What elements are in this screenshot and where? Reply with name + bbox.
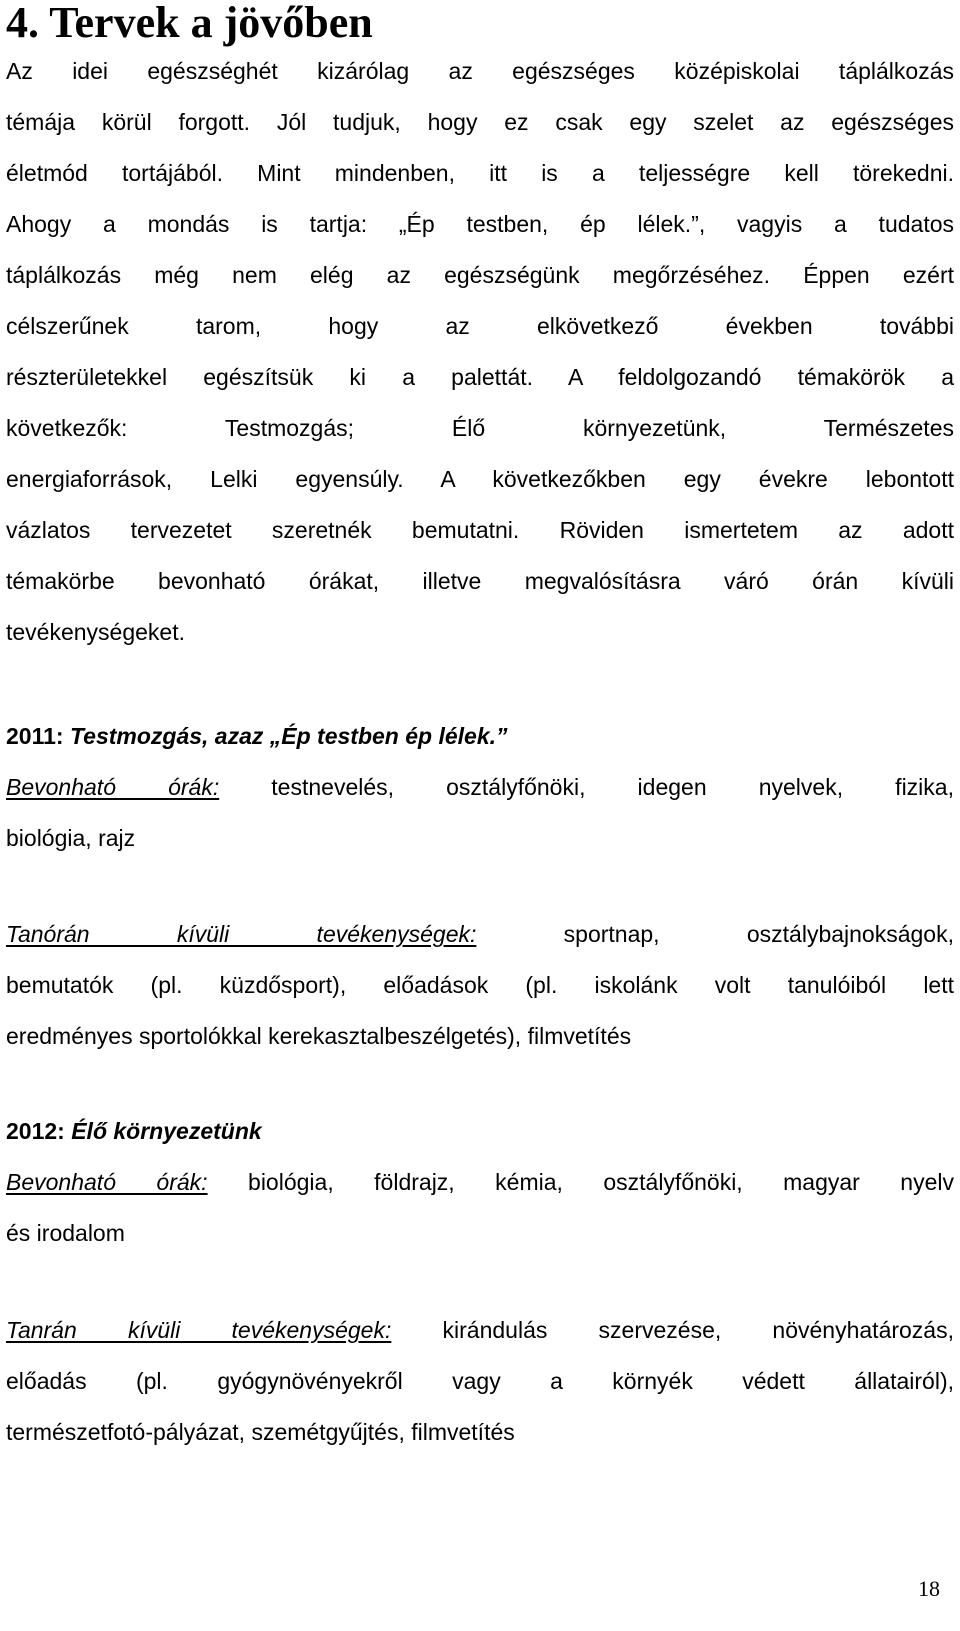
hours-line: és irodalom xyxy=(6,1220,125,1246)
activities-line xyxy=(6,909,954,960)
section-2012-title-text: Élő környezetünk xyxy=(71,1118,262,1144)
intro-line: témája körül forgott. Jól tudjuk, hogy ez csak egy szelet az egészséges xyxy=(6,109,954,135)
activities-line: természetfotó-pályázat, szemétgyűjtés, filmvetítés xyxy=(6,1419,515,1445)
intro-line: célszerűnek tarom, hogy az elkövetkező években további xyxy=(6,313,954,339)
activities-line: bemutatók (pl. küzdősport), előadások (pl. iskolánk volt tanulóiból lett xyxy=(6,972,954,998)
intro-line: tevékenységeket. xyxy=(6,619,186,645)
hours-line xyxy=(6,1157,954,1208)
hours-line: biológia, rajz xyxy=(6,825,136,851)
hours-list: biológia, földrajz, kémia, osztályfőnöki, magyar nyelv xyxy=(207,1169,954,1195)
activities-label: Tanórán kívüli tevékenységek: xyxy=(6,921,477,947)
intro-line: következők: Testmozgás; Élő környezetünk, Természetes xyxy=(6,415,954,441)
intro-line: táplálkozás még nem elég az egészségünk megőrzéséhez. Éppen ezért xyxy=(6,262,954,288)
intro-line: életmód tortájából. Mint mindenben, itt is a teljességre kell törekedni. xyxy=(6,160,954,186)
section-2011-year: 2011: xyxy=(6,723,64,749)
activities-line: eredményes sportolókkal kerekasztalbeszélgetés), filmvetítés xyxy=(6,1023,632,1049)
activities-label: Tanrán kívüli tevékenységek: xyxy=(6,1317,392,1343)
intro-line: vázlatos tervezetet szeretnék bemutatni. Röviden ismertetem az adott xyxy=(6,517,954,543)
intro-paragraph xyxy=(6,46,954,658)
hours-label: Bevonható órák: xyxy=(6,774,220,800)
section-2012-year: 2012: xyxy=(6,1118,65,1144)
activities-line xyxy=(6,1305,954,1356)
intro-line: Ahogy a mondás is tartja: „Ép testben, ép lélek.”, vagyis a tudatos xyxy=(6,211,954,237)
activities-list: kirándulás szervezése, növényhatározás, xyxy=(391,1317,954,1343)
section-2011-activities xyxy=(6,909,954,1062)
activities-list: sportnap, osztálybajnokságok, xyxy=(476,921,954,947)
section-2011-title-text: Testmozgás, azaz „Ép testben ép lélek.” xyxy=(69,723,508,749)
intro-line: Az idei egészséghét kizárólag az egészséges középiskolai táplálkozás xyxy=(6,58,954,84)
section-2011-hours xyxy=(6,762,954,864)
section-heading: 4. Tervek a jövőben xyxy=(6,0,373,47)
intro-line: részterületekkel egészítsük ki a palettát. A feldolgozandó témakörök a xyxy=(6,364,954,390)
activities-line: előadás (pl. gyógynövényekről vagy a környék védett állatairól), xyxy=(6,1368,954,1394)
section-2011-title xyxy=(6,711,508,762)
hours-list: testnevelés, osztályfőnöki, idegen nyelvek, fizika, xyxy=(219,774,954,800)
hours-line xyxy=(6,762,954,813)
hours-label: Bevonható órák: xyxy=(6,1169,208,1195)
section-2012-hours xyxy=(6,1157,954,1259)
section-2012-title xyxy=(6,1106,262,1157)
intro-line: energiaforrások, Lelki egyensúly. A következőkben egy évekre lebontott xyxy=(6,466,954,492)
intro-line: témakörbe bevonható órákat, illetve megvalósításra váró órán kívüli xyxy=(6,568,954,594)
page-number: 18 xyxy=(918,1576,940,1601)
section-2012-activities xyxy=(6,1305,954,1458)
